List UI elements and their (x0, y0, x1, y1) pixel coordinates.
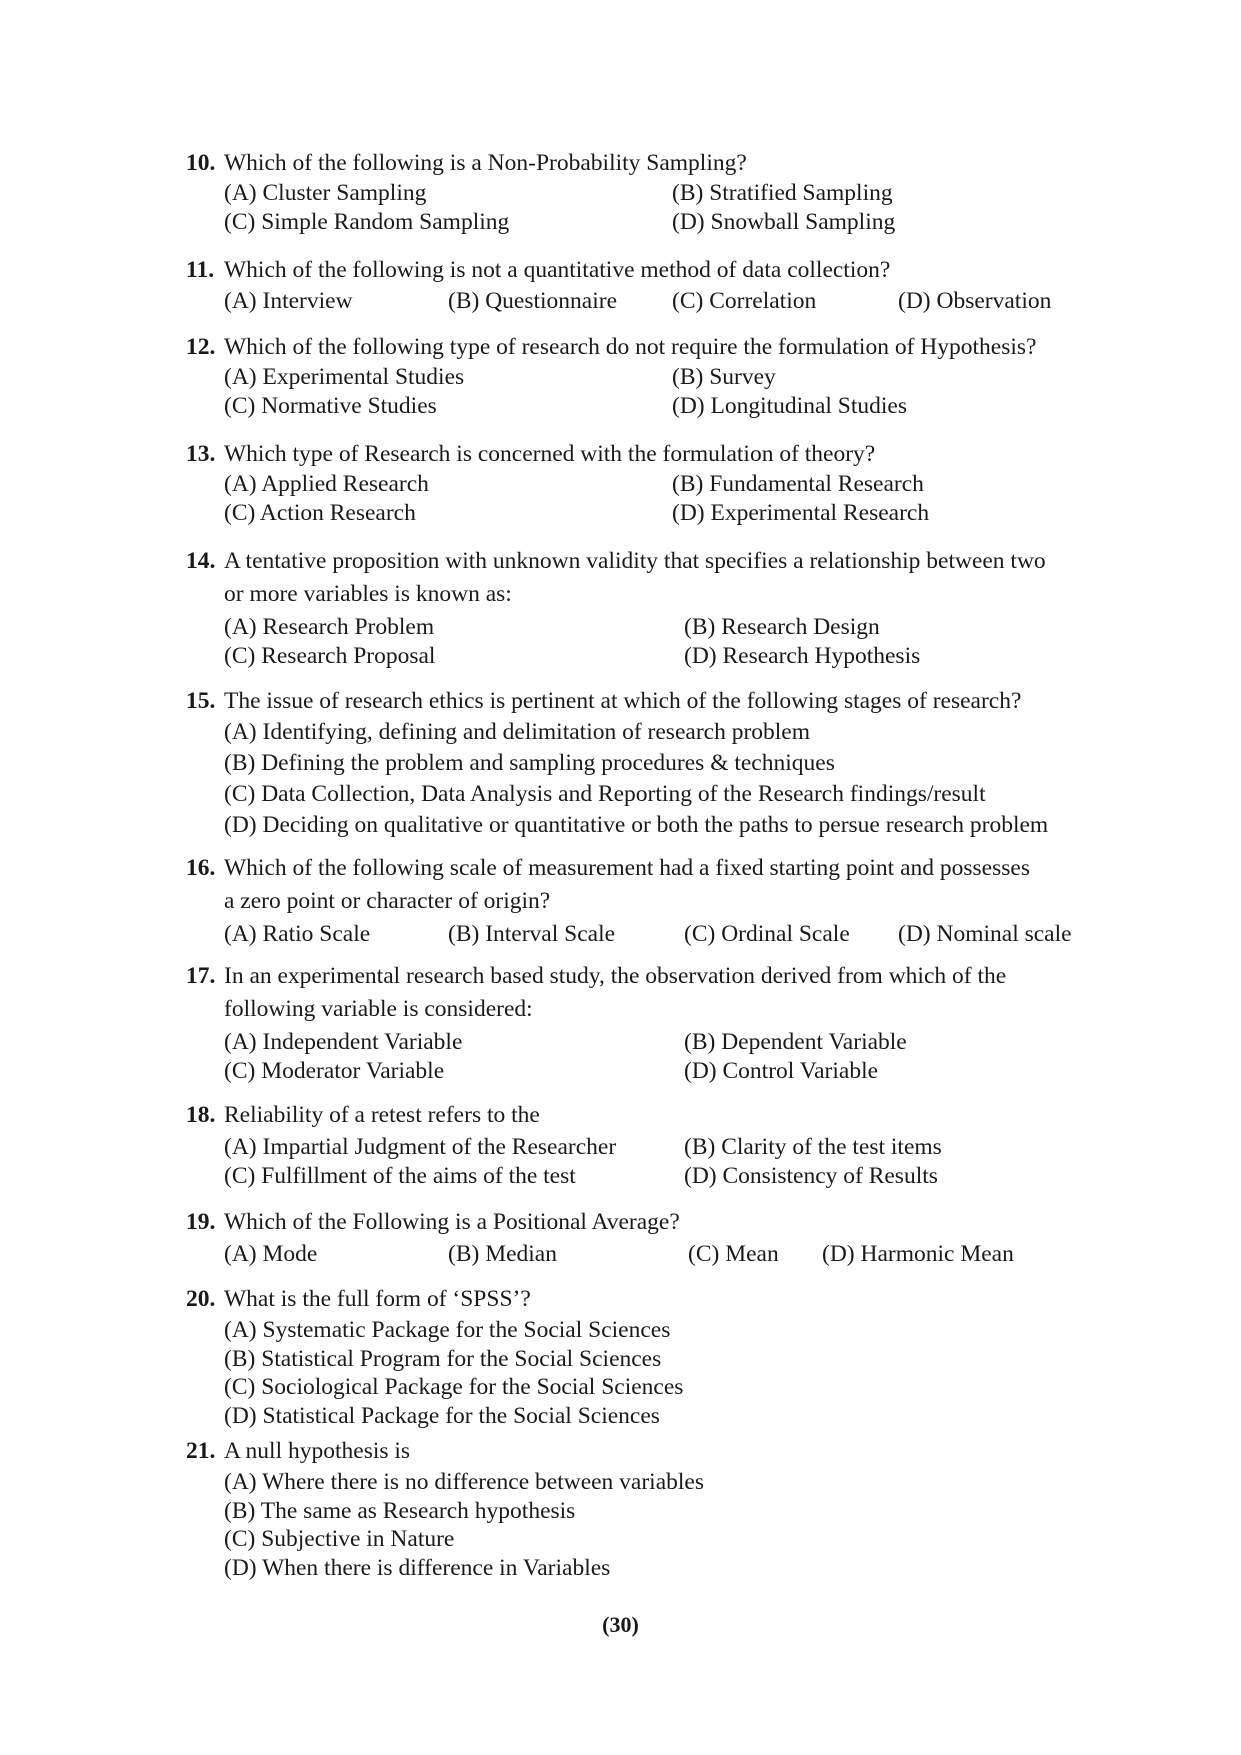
option-row (186, 469, 1086, 501)
option-c: (C) Ordinal Scale (684, 921, 850, 947)
question-text: Which of the following is not a quantitative method of data collection? (224, 257, 891, 283)
question-number: 11. (186, 257, 215, 283)
option-c: (C) Normative Studies (224, 393, 437, 419)
option-c: (C) Data Collection, Data Analysis and Reporting of the Research findings/result (224, 781, 986, 807)
question-text-continued: following variable is considered: (224, 996, 533, 1022)
option-row (186, 362, 1086, 394)
question-text: Which of the following type of research do not require the formulation of Hypothesis? (224, 334, 1037, 360)
option-d: (D) Deciding on qualitative or quantitative or both the paths to persue research problem (224, 812, 1049, 838)
option-d: (D) Harmonic Mean (822, 1241, 1014, 1267)
option-a: (A) Impartial Judgment of the Researcher (224, 1134, 617, 1160)
question-15 (186, 686, 1086, 841)
option-c: (C) Simple Random Sampling (224, 209, 510, 235)
question-stem (186, 1436, 1086, 1467)
question-20 (186, 1284, 1086, 1429)
question-number: 17. (186, 963, 216, 989)
question-text: A null hypothesis is (224, 1438, 411, 1464)
option-row (186, 207, 1086, 239)
option-row (186, 178, 1086, 210)
option-a: (A) Systematic Package for the Social Sciences (224, 1317, 671, 1343)
option-b: (B) Questionnaire (448, 288, 618, 314)
question-number: 12. (186, 334, 216, 360)
question-text: What is the full form of ‘SPSS’? (224, 1286, 531, 1312)
question-stem (186, 546, 1086, 577)
question-text-continued: or more variables is known as: (224, 581, 512, 607)
question-number: 15. (186, 688, 216, 714)
option-d: (D) Consistency of Results (684, 1163, 938, 1189)
option-d: (D) Control Variable (684, 1058, 879, 1084)
option-row (186, 1027, 1086, 1059)
question-stem (186, 148, 1086, 179)
question-number: 19. (186, 1209, 216, 1235)
question-stem (186, 255, 1086, 286)
question-17 (186, 961, 1086, 1088)
page-number: (30) (602, 1612, 639, 1637)
option-row (186, 1239, 1086, 1271)
option-d: (D) Statistical Package for the Social Sciences (224, 1402, 660, 1429)
option-a: (A) Mode (224, 1241, 318, 1267)
option-c: (C) Action Research (224, 500, 416, 526)
option-b: (B) Survey (672, 364, 776, 390)
option-a: (A) Cluster Sampling (224, 180, 427, 206)
option-a: (A) Applied Research (224, 471, 429, 497)
option-d: (D) Observation (898, 288, 1052, 314)
option-c: (C) Research Proposal (224, 643, 436, 669)
option-b: (B) Defining the problem and sampling procedures & techniques (224, 750, 835, 776)
option-b: (B) Fundamental Research (672, 471, 924, 497)
question-text: In an experimental research based study, the observation derived from which of the (224, 963, 1007, 989)
question-text: A tentative proposition with unknown validity that specifies a relationship between two (224, 548, 1046, 574)
question-21 (186, 1436, 1086, 1581)
option-d: (D) When there is difference in Variables (224, 1554, 611, 1581)
question-text: Which type of Research is concerned with the formulation of theory? (224, 441, 876, 467)
question-text-continued: a zero point or character of origin? (224, 888, 551, 914)
question-number: 16. (186, 855, 216, 881)
question-11 (186, 255, 1086, 318)
option-a: (A) Independent Variable (224, 1029, 463, 1055)
question-stem (186, 686, 1086, 717)
option-row (186, 498, 1086, 530)
question-stem (186, 332, 1086, 363)
question-18 (186, 1100, 1086, 1193)
option-c: (C) Sociological Package for the Social Sciences (224, 1374, 684, 1400)
option-row (186, 612, 1086, 644)
option-c: (C) Mean (688, 1241, 779, 1267)
option-a: (A) Research Problem (224, 614, 435, 640)
option-a: (A) Experimental Studies (224, 364, 465, 390)
option-c: (C) Fulfillment of the aims of the test (224, 1163, 576, 1189)
option-b: (B) Statistical Program for the Social Sciences (224, 1345, 662, 1372)
question-stem (186, 1207, 1086, 1238)
question-14 (186, 546, 1086, 673)
question-number: 20. (186, 1286, 216, 1312)
question-stem (186, 961, 1086, 992)
option-b: (B) The same as Research hypothesis (224, 1497, 576, 1524)
question-10 (186, 148, 1086, 239)
option-row (186, 1161, 1086, 1193)
question-13 (186, 439, 1086, 530)
option-a: (A) Interview (224, 288, 353, 314)
question-number: 10. (186, 150, 216, 176)
question-stem (186, 1100, 1086, 1131)
option-row (186, 286, 1086, 318)
option-row (186, 1132, 1086, 1164)
option-b: (B) Research Design (684, 614, 880, 640)
question-number: 18. (186, 1102, 216, 1128)
option-a: (A) Ratio Scale (224, 921, 371, 947)
question-19 (186, 1207, 1086, 1271)
question-text: Reliability of a retest refers to the (224, 1102, 540, 1128)
option-c: (C) Subjective in Nature (224, 1526, 455, 1552)
option-row (186, 391, 1086, 423)
question-16 (186, 853, 1086, 951)
option-a: (A) Where there is no difference between variables (224, 1469, 704, 1495)
option-row (186, 641, 1086, 673)
question-12 (186, 332, 1086, 423)
question-number: 13. (186, 441, 216, 467)
option-b: (B) Stratified Sampling (672, 180, 893, 206)
option-row (186, 919, 1086, 951)
option-b: (B) Clarity of the test items (684, 1134, 942, 1160)
question-stem (186, 439, 1086, 470)
option-d: (D) Longitudinal Studies (672, 393, 907, 419)
option-d: (D) Research Hypothesis (684, 643, 921, 669)
option-d: (D) Experimental Research (672, 500, 930, 526)
option-d: (D) Nominal scale (898, 921, 1072, 947)
question-text: The issue of research ethics is pertinent at which of the following stages of research? (224, 688, 1022, 714)
option-b: (B) Dependent Variable (684, 1029, 907, 1055)
question-text: Which of the following is a Non-Probability Sampling? (224, 150, 747, 176)
option-d: (D) Snowball Sampling (672, 209, 896, 235)
option-a: (A) Identifying, defining and delimitation of research problem (224, 719, 811, 745)
question-text: Which of the following scale of measurement had a fixed starting point and possesses (224, 855, 1030, 881)
question-number: 21. (186, 1438, 216, 1464)
option-c: (C) Moderator Variable (224, 1058, 445, 1084)
question-number: 14. (186, 548, 216, 574)
question-stem (186, 853, 1086, 884)
option-c: (C) Correlation (672, 288, 817, 314)
question-stem (186, 1284, 1086, 1315)
question-text: Which of the Following is a Positional Average? (224, 1209, 680, 1235)
option-b: (B) Interval Scale (448, 921, 616, 947)
option-b: (B) Median (448, 1241, 557, 1267)
option-row (186, 1056, 1086, 1088)
